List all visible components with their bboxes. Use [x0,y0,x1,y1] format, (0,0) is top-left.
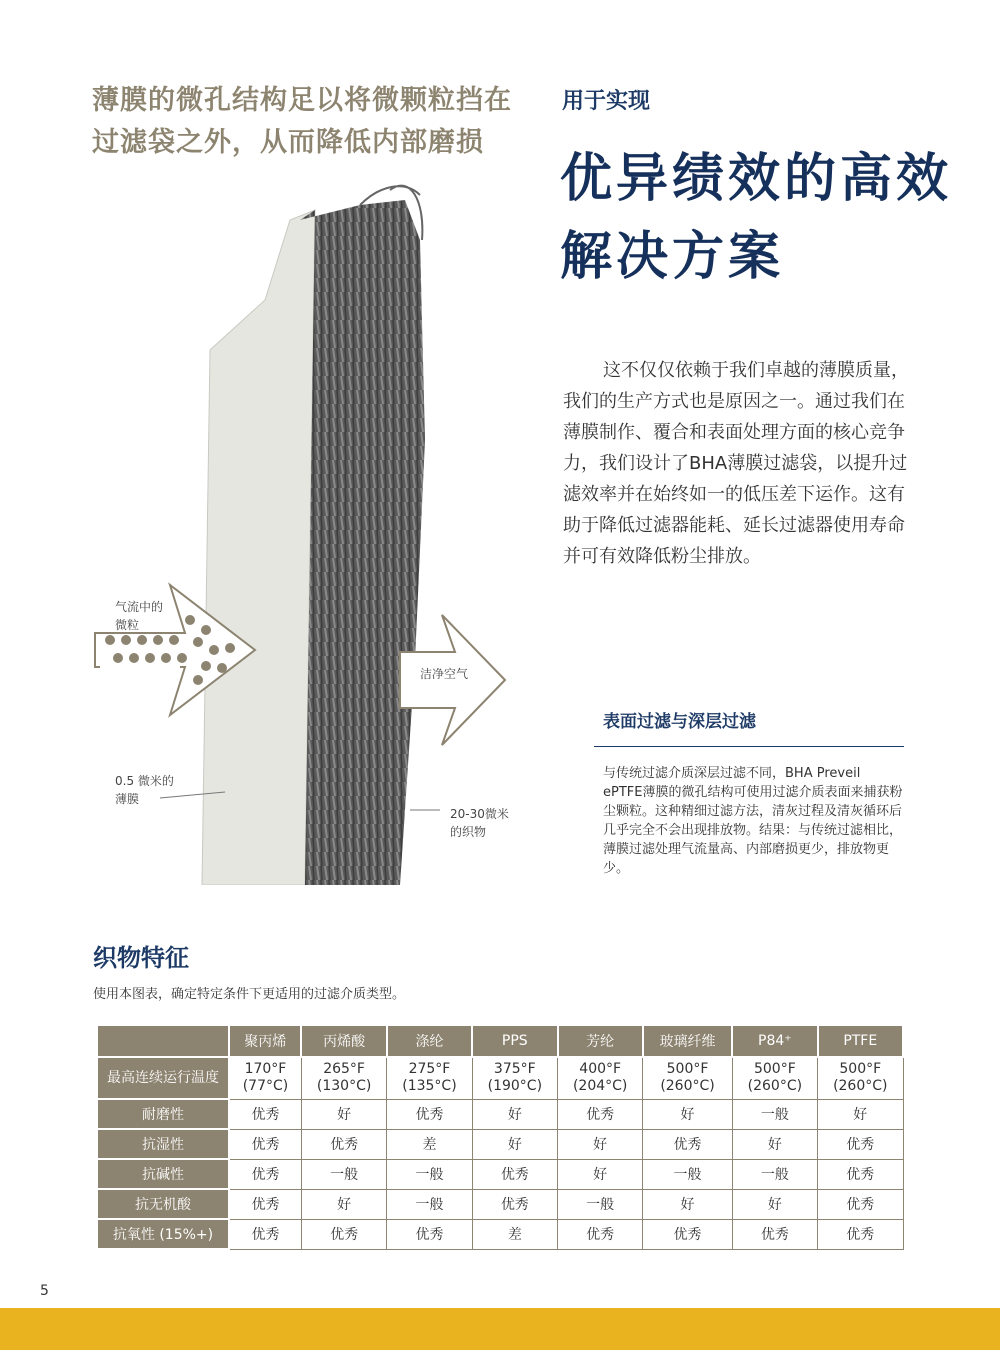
table-cell: 好 [301,1189,386,1219]
label-fabric-line2: 的织物 [450,825,487,839]
table-cell: 170°F (77°C) [229,1057,301,1099]
table-cell: 好 [558,1159,643,1189]
table-cell: 275°F (135°C) [387,1057,472,1099]
section-divider [594,746,904,747]
table-cell: 优秀 [301,1129,386,1159]
table-cell: 265°F (130°C) [301,1057,386,1099]
table-cell: 优秀 [229,1219,301,1249]
column-header: 丙烯酸 [301,1025,386,1057]
table-cell: 375°F (190°C) [472,1057,557,1099]
table-header-row [97,1025,903,1057]
table-row [97,1189,903,1219]
table-cell: 好 [643,1099,732,1129]
table-cell: 优秀 [472,1159,557,1189]
page-number: 5 [40,1283,49,1299]
table-cell: 500°F (260°C) [732,1057,817,1099]
page-headline: 优异绩效的高效解决方案 [560,149,953,287]
table-row [97,1159,903,1189]
kicker: 用于实现 [562,89,651,114]
table-cell: 一般 [732,1159,817,1189]
table-cell: 优秀 [818,1219,903,1249]
column-header: 涤纶 [387,1025,472,1057]
table-cell: 优秀 [387,1219,472,1249]
table-cell: 优秀 [643,1219,732,1249]
column-header: 玻璃纤维 [643,1025,732,1057]
table-cell: 500°F (260°C) [643,1057,732,1099]
surface-filtration-body: 与传统过滤介质深层过滤不同，BHA Preveil ePTFE薄膜的微孔结构可使用过滤介质表面来捕获粉尘颗粒。这种精细过滤方法，清灰过程及清灰循环后几乎完全不会出现排放物。结果：与传统过滤相比，薄膜过滤处理气流量高、内部磨损更少，排放物更少。 [603,766,903,876]
table-cell: 好 [472,1129,557,1159]
table-cell: 优秀 [229,1099,301,1129]
table-cell: 好 [558,1129,643,1159]
label-membrane-line2: 薄膜 [115,792,140,806]
column-header: 芳纶 [558,1025,643,1057]
table-cell: 一般 [387,1159,472,1189]
row-header: 耐磨性 [97,1099,229,1129]
row-header: 抗碱性 [97,1159,229,1189]
table-cell: 优秀 [229,1189,301,1219]
table-cell: 优秀 [301,1219,386,1249]
row-header: 抗无机酸 [97,1189,229,1219]
features-title: 织物特征 [93,944,189,972]
table-row [97,1057,903,1099]
label-particles-line1: 气流中的 [115,600,164,614]
table-cell: 一般 [732,1099,817,1129]
table-cell: 一般 [643,1159,732,1189]
label-clean-air: 洁净空气 [420,667,469,681]
table-cell: 差 [387,1129,472,1159]
table-cell: 优秀 [732,1219,817,1249]
table-cell: 500°F (260°C) [818,1057,903,1099]
table-cell: 优秀 [643,1129,732,1159]
column-header: P84⁺ [732,1025,817,1057]
row-header: 最高连续运行温度 [97,1057,229,1099]
label-fabric-line1: 20-30微米 [450,807,509,821]
table-cell: 优秀 [558,1099,643,1129]
table-cell: 好 [643,1189,732,1219]
table-corner [97,1025,229,1057]
features-description: 使用本图表，确定特定条件下更适用的过滤介质类型。 [93,987,406,1002]
table-cell: 好 [301,1099,386,1129]
table-row [97,1099,903,1129]
hero-tagline: 薄膜的微孔结构足以将微颗粒挡在过滤袋之外，从而降低内部磨损 [92,85,512,158]
row-header: 抗湿性 [97,1129,229,1159]
column-header: 聚丙烯 [229,1025,301,1057]
membrane-illustration [60,180,560,885]
table-cell: 优秀 [387,1099,472,1129]
table-cell: 一般 [387,1189,472,1219]
table-row [97,1219,903,1249]
table-cell: 一般 [301,1159,386,1189]
table-cell: 好 [472,1099,557,1129]
label-particles-line2: 微粒 [115,618,140,632]
table-cell: 优秀 [818,1129,903,1159]
column-header: PPS [472,1025,557,1057]
table-cell: 差 [472,1219,557,1249]
table-cell: 好 [818,1099,903,1129]
surface-filtration-title: 表面过滤与深层过滤 [603,712,756,732]
column-header: PTFE [818,1025,903,1057]
table-cell: 400°F (204°C) [558,1057,643,1099]
fabric-properties-table [96,1024,904,1250]
table-cell: 好 [732,1129,817,1159]
table-cell: 一般 [558,1189,643,1219]
table-cell: 优秀 [229,1129,301,1159]
row-header: 抗氧性 (15%+) [97,1219,229,1249]
table-cell: 优秀 [229,1159,301,1189]
table-cell: 优秀 [818,1189,903,1219]
table-row [97,1129,903,1159]
table-cell: 好 [732,1189,817,1219]
table-cell: 优秀 [472,1189,557,1219]
label-membrane-line1: 0.5 微米的 [115,774,174,788]
table-cell: 优秀 [558,1219,643,1249]
intro-paragraph: 这不仅仅依赖于我们卓越的薄膜质量，我们的生产方式也是原因之一。通过我们在薄膜制作、覆合和表面处理方面的核心竞争力，我们设计了BHA薄膜过滤袋，以提升过滤效率并在始终如一的低压差下运作。这有助于降低过滤器能耗、延长过滤器使用寿命并可有效降低粉尘排放。 [563,360,909,567]
footer-bar [0,1308,1000,1350]
table-cell: 优秀 [818,1159,903,1189]
